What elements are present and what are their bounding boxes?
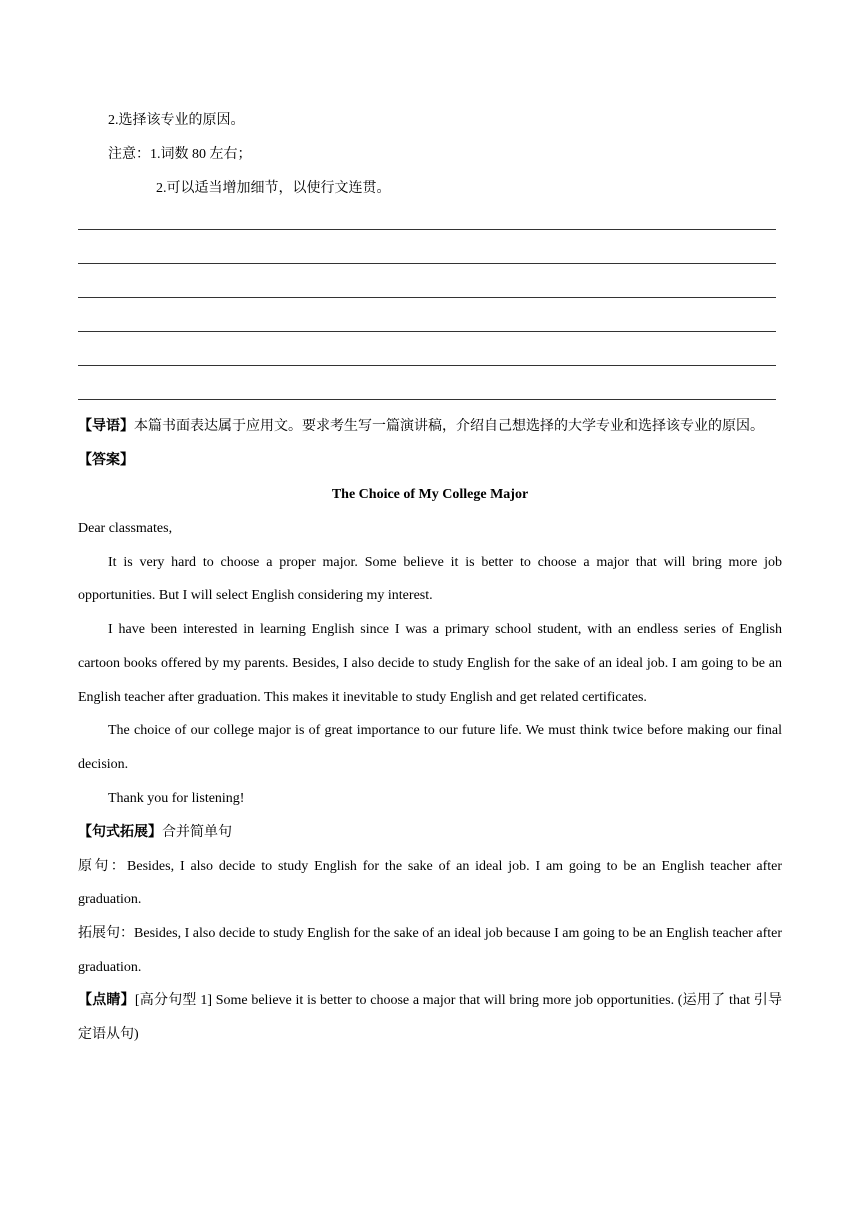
highlight-paragraph — [78, 984, 782, 1051]
essay-title: The Choice of My College Major — [331, 486, 529, 502]
answer-line[interactable] — [78, 274, 782, 308]
expansion-label: 【句式拓展】 — [78, 824, 162, 840]
intro-paragraph — [78, 410, 782, 444]
original-label: 原句： — [78, 858, 128, 874]
answer-label: 【答案】 — [78, 452, 134, 468]
essay-paragraph-3: The choice of our college major is of great importance to our future life. We must think twice before making our final decision. — [78, 723, 782, 772]
note-line-1 — [78, 138, 782, 172]
requirement-item-2: 2.选择该专业的原因。 — [108, 113, 245, 128]
note-label: 注意： — [108, 147, 150, 162]
answer-line[interactable] — [78, 308, 782, 342]
note-line-2: 2.可以适当增加细节，以使行文连贯。 — [156, 181, 391, 196]
expanded-sentence — [78, 917, 782, 984]
answer-line[interactable] — [78, 376, 782, 410]
note-1: 1.词数 80 左右； — [150, 147, 252, 162]
essay-paragraph-1: It is very hard to choose a proper major. Some believe it is better to choose a major that will bring more job opportunities. But I will select English considering my interest. — [78, 554, 782, 604]
answer-line[interactable] — [78, 206, 782, 240]
answer-lines — [78, 206, 782, 410]
essay-paragraph-2: I have been interested in learning English since I was a primary school student, with an endless series of English cartoon books offered by my parents. Besides, I also decide to study English for the sake of an ideal job. I am going to be an English teacher after graduation. This makes it inevitable to study English and get related certificates. — [78, 622, 782, 705]
expansion-heading — [78, 816, 782, 850]
expanded-label: 拓展句： — [78, 926, 135, 942]
intro-label: 【导语】 — [78, 419, 134, 434]
expanded-text: Besides, I also decide to study English for the sake of an ideal job because I am going to be an English teacher after graduation. — [78, 926, 782, 975]
essay-closing: Thank you for listening! — [108, 790, 245, 806]
document-page — [78, 104, 782, 1052]
expansion-title: 合并简单句 — [162, 824, 232, 840]
original-sentence — [78, 850, 782, 917]
answer-line[interactable] — [78, 342, 782, 376]
original-text: Besides, I also decide to study English for the sake of an ideal job. I am going to be an English teacher after graduation. — [78, 858, 783, 908]
intro-text: 本篇书面表达属于应用文。要求考生写一篇演讲稿，介绍自己想选择的大学专业和选择该专业的原因。 — [134, 419, 764, 434]
highlight-label: 【点睛】 — [78, 993, 135, 1009]
highlight-text: [高分句型 1] Some believe it is better to choose a major that will bring more job opportunities. (运用了 that 引导定语从句) — [78, 993, 782, 1043]
essay-greeting: Dear classmates, — [78, 520, 173, 536]
answer-line[interactable] — [78, 240, 782, 274]
